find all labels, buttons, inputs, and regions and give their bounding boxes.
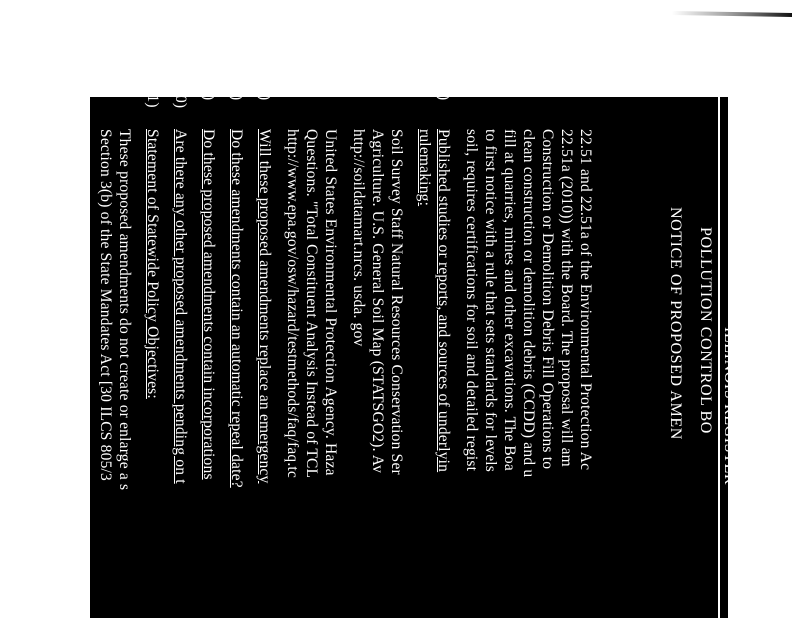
- body-text-line: 22.51 and 22.51a of the Environmental Protection Ac: [577, 129, 594, 471]
- section-heading-line: amendment:: [50, 129, 67, 208]
- section-heading-line: Statement of Statewide Policy Objectives:: [144, 129, 161, 399]
- body-text-line: [0, 129, 1, 311]
- scanned-page: [3, 87, 738, 618]
- section-heading-line: Do these proposed amendments contain incorporations: [200, 129, 217, 480]
- body-text-line: Agriculture. U.S. General Soil Map (STATSGO2). Av: [369, 129, 386, 474]
- body-text-line: http://www.epa.gov/osw/hazard/testmethods/faq/faq.tc: [284, 129, 301, 479]
- section-heading-line: Will these proposed amendments replace an emergency: [256, 129, 273, 484]
- rotated-document: [3, 87, 738, 618]
- item-number: 8): [228, 87, 245, 101]
- item-number: 9): [200, 87, 217, 101]
- section-heading-line: Do these amendments contain an automatic repeal date?: [228, 129, 245, 488]
- section-heading-line: Time, Place, and Manner in which interested persons ma: [69, 129, 86, 492]
- section-heading-line: rulemaking:: [416, 129, 433, 207]
- body-text-line: fill at quarries, mines and other excavations. The Boa: [501, 129, 518, 471]
- header-notice: NOTICE OF PROPOSED AMEN: [667, 207, 684, 440]
- item-number: 11): [144, 87, 161, 108]
- section-heading-line: Published studies or reports, and sources of underlyin: [435, 129, 452, 473]
- body-text-line: Soil Survey Staff Natural Resources Conservation Ser: [388, 129, 405, 475]
- body-text-line: after the date of publication in the Illinois Register. Com: [3, 129, 20, 492]
- body-text-line: http://soildatamart.nrcs. usda. gov: [350, 129, 367, 347]
- body-text-line: Construction or Demolition Debris Fill Operations to: [539, 129, 556, 470]
- item-number: 10): [172, 87, 189, 109]
- item-number: 6): [435, 87, 452, 101]
- item-number: 12): [69, 87, 86, 109]
- body-text-line: 22.51a (2010)) with the Board. The proposal will am: [558, 129, 575, 467]
- body-text-line: Questions. "Total Constituent Analysis Instead of TCL: [303, 129, 320, 479]
- body-text-line: to first notice with a rule that sets standards for levels: [482, 129, 499, 473]
- body-text-line: These proposed amendments do not create or enlarge a s: [116, 129, 133, 491]
- header-register: ILLINOIS REGISTER: [721, 327, 738, 486]
- header-board: POLLUTION CONTROL BO: [697, 227, 714, 434]
- body-text-line: Section 3(b) of the State Mandates Act [30 ILCS 805/3: [97, 129, 114, 481]
- section-heading-line: Are there any other proposed amendments pending on t: [172, 129, 189, 484]
- body-text-line: United States Environmental Protection Agency. Haza: [322, 129, 339, 476]
- scanner-edge-streak: [672, 11, 792, 17]
- body-text-line: The Board will accept written public comments on this p: [22, 129, 39, 493]
- body-text-line: clean construction or demolition debris (CCDD) and u: [520, 129, 537, 478]
- item-number: 7): [256, 87, 273, 101]
- body-text-line: soil, requires certifications for soil and detailed regist: [463, 129, 480, 472]
